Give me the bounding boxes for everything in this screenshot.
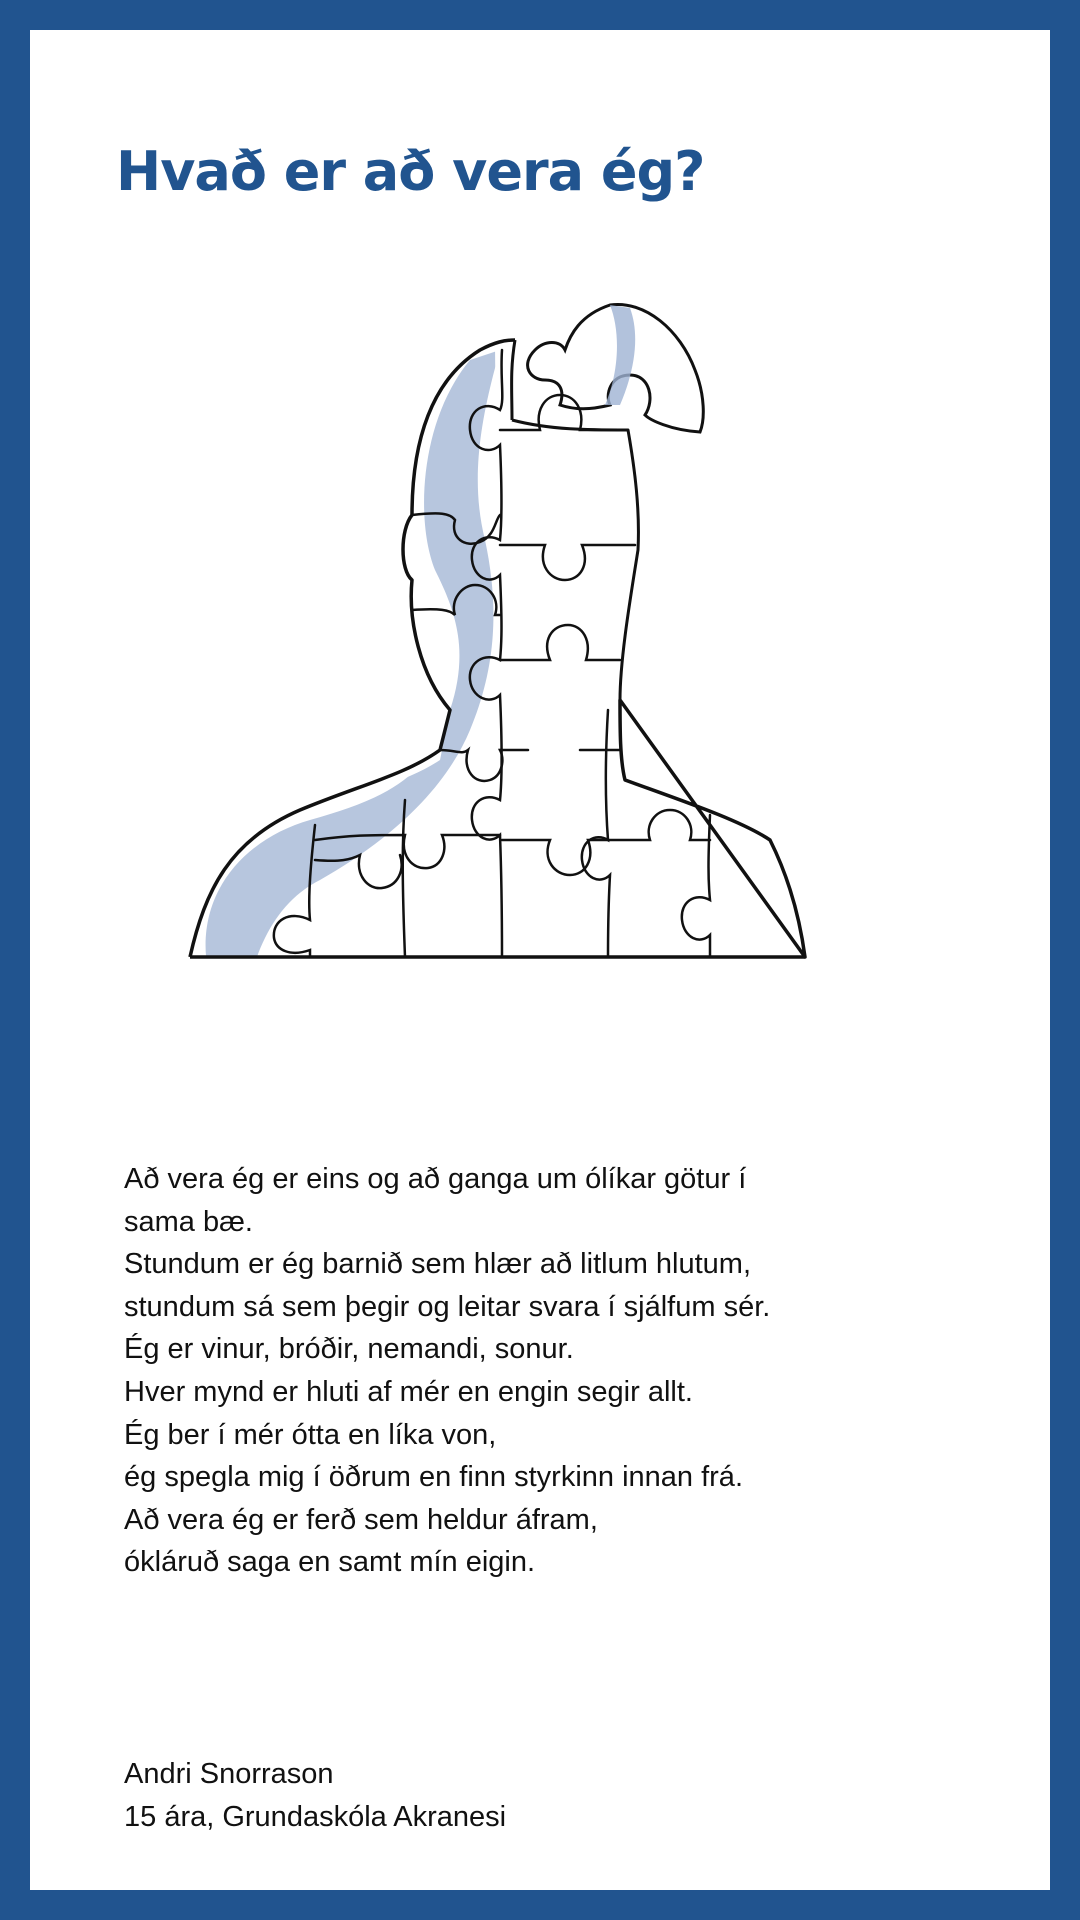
poem-card (30, 30, 1050, 1890)
poem-line: Hver mynd er hluti af mér en engin segir allt. (124, 1375, 693, 1408)
poem-line: Ég ber í mér ótta en líka von, (124, 1418, 497, 1451)
page-title: Hvað er að vera ég? (116, 140, 705, 203)
author-block (124, 1753, 506, 1839)
poem-line: ég spegla mig í öðrum en finn styrkinn innan frá. (124, 1461, 743, 1494)
author-name: Andri Snorrason (124, 1758, 334, 1790)
floating-puzzle-piece (528, 304, 704, 432)
poem-line: ókláruð saga en samt mín eigin. (124, 1546, 536, 1579)
poem-text (124, 1158, 884, 1584)
poem-line: Að vera ég er eins og að ganga um ólíkar götur í (124, 1163, 747, 1195)
poem-line: Stundum er ég barnið sem hlær að litlum hlutum, (124, 1248, 752, 1281)
watercolor-wash (206, 350, 500, 980)
poem-line: Að vera ég er ferð sem heldur áfram, (124, 1503, 598, 1536)
poem-line: Ég er vinur, bróðir, nemandi, sonur. (124, 1333, 574, 1366)
poem-line: sama bæ. (124, 1205, 253, 1238)
poem-line: stundum sá sem þegir og leitar svara í sjálfum sér. (124, 1290, 771, 1323)
author-details: 15 ára, Grundaskóla Akranesi (124, 1801, 507, 1833)
puzzle-head-silhouette-icon (150, 280, 870, 980)
